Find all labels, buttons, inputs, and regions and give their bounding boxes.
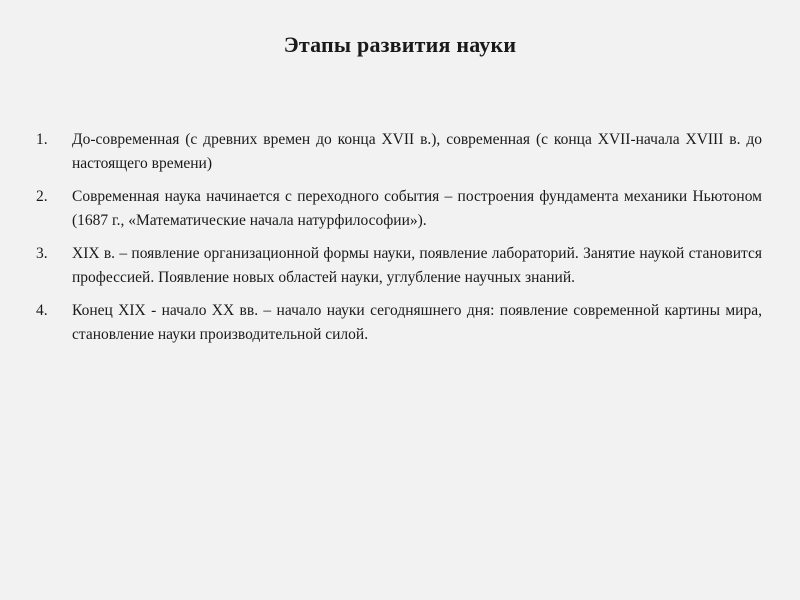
list-item-number: 2. [36,188,48,205]
list-item-text: Современная наука начинается с переходного события – построения фундамента механики Ньютоном (1687 г., «Математические начала натурфилософии»). [72,188,762,229]
list-item-text: До-современная (с древних времен до конца XVII в.), современная (с конца XVII-начала XVIII в. до настоящего времени) [72,131,762,172]
list-item [36,242,762,290]
list-item-number: 1. [36,131,48,148]
list-item [36,299,762,347]
list-item-text: XIX в. – появление организационной формы науки, появление лабораторий. Занятие наукой становится профессией. Появление новых областей науки, углубление научных знаний. [72,245,762,286]
list-item-text: Конец XIX - начало XX вв. – начало науки сегодняшнего дня: появление современной картины мира, становление науки производительной силой. [72,302,762,343]
stages-list [36,128,762,356]
slide-title: Этапы развития науки [283,32,517,57]
list-item-number: 4. [36,302,48,319]
list-item [36,185,762,233]
list-item [36,128,762,176]
list-item-number: 3. [36,245,48,262]
